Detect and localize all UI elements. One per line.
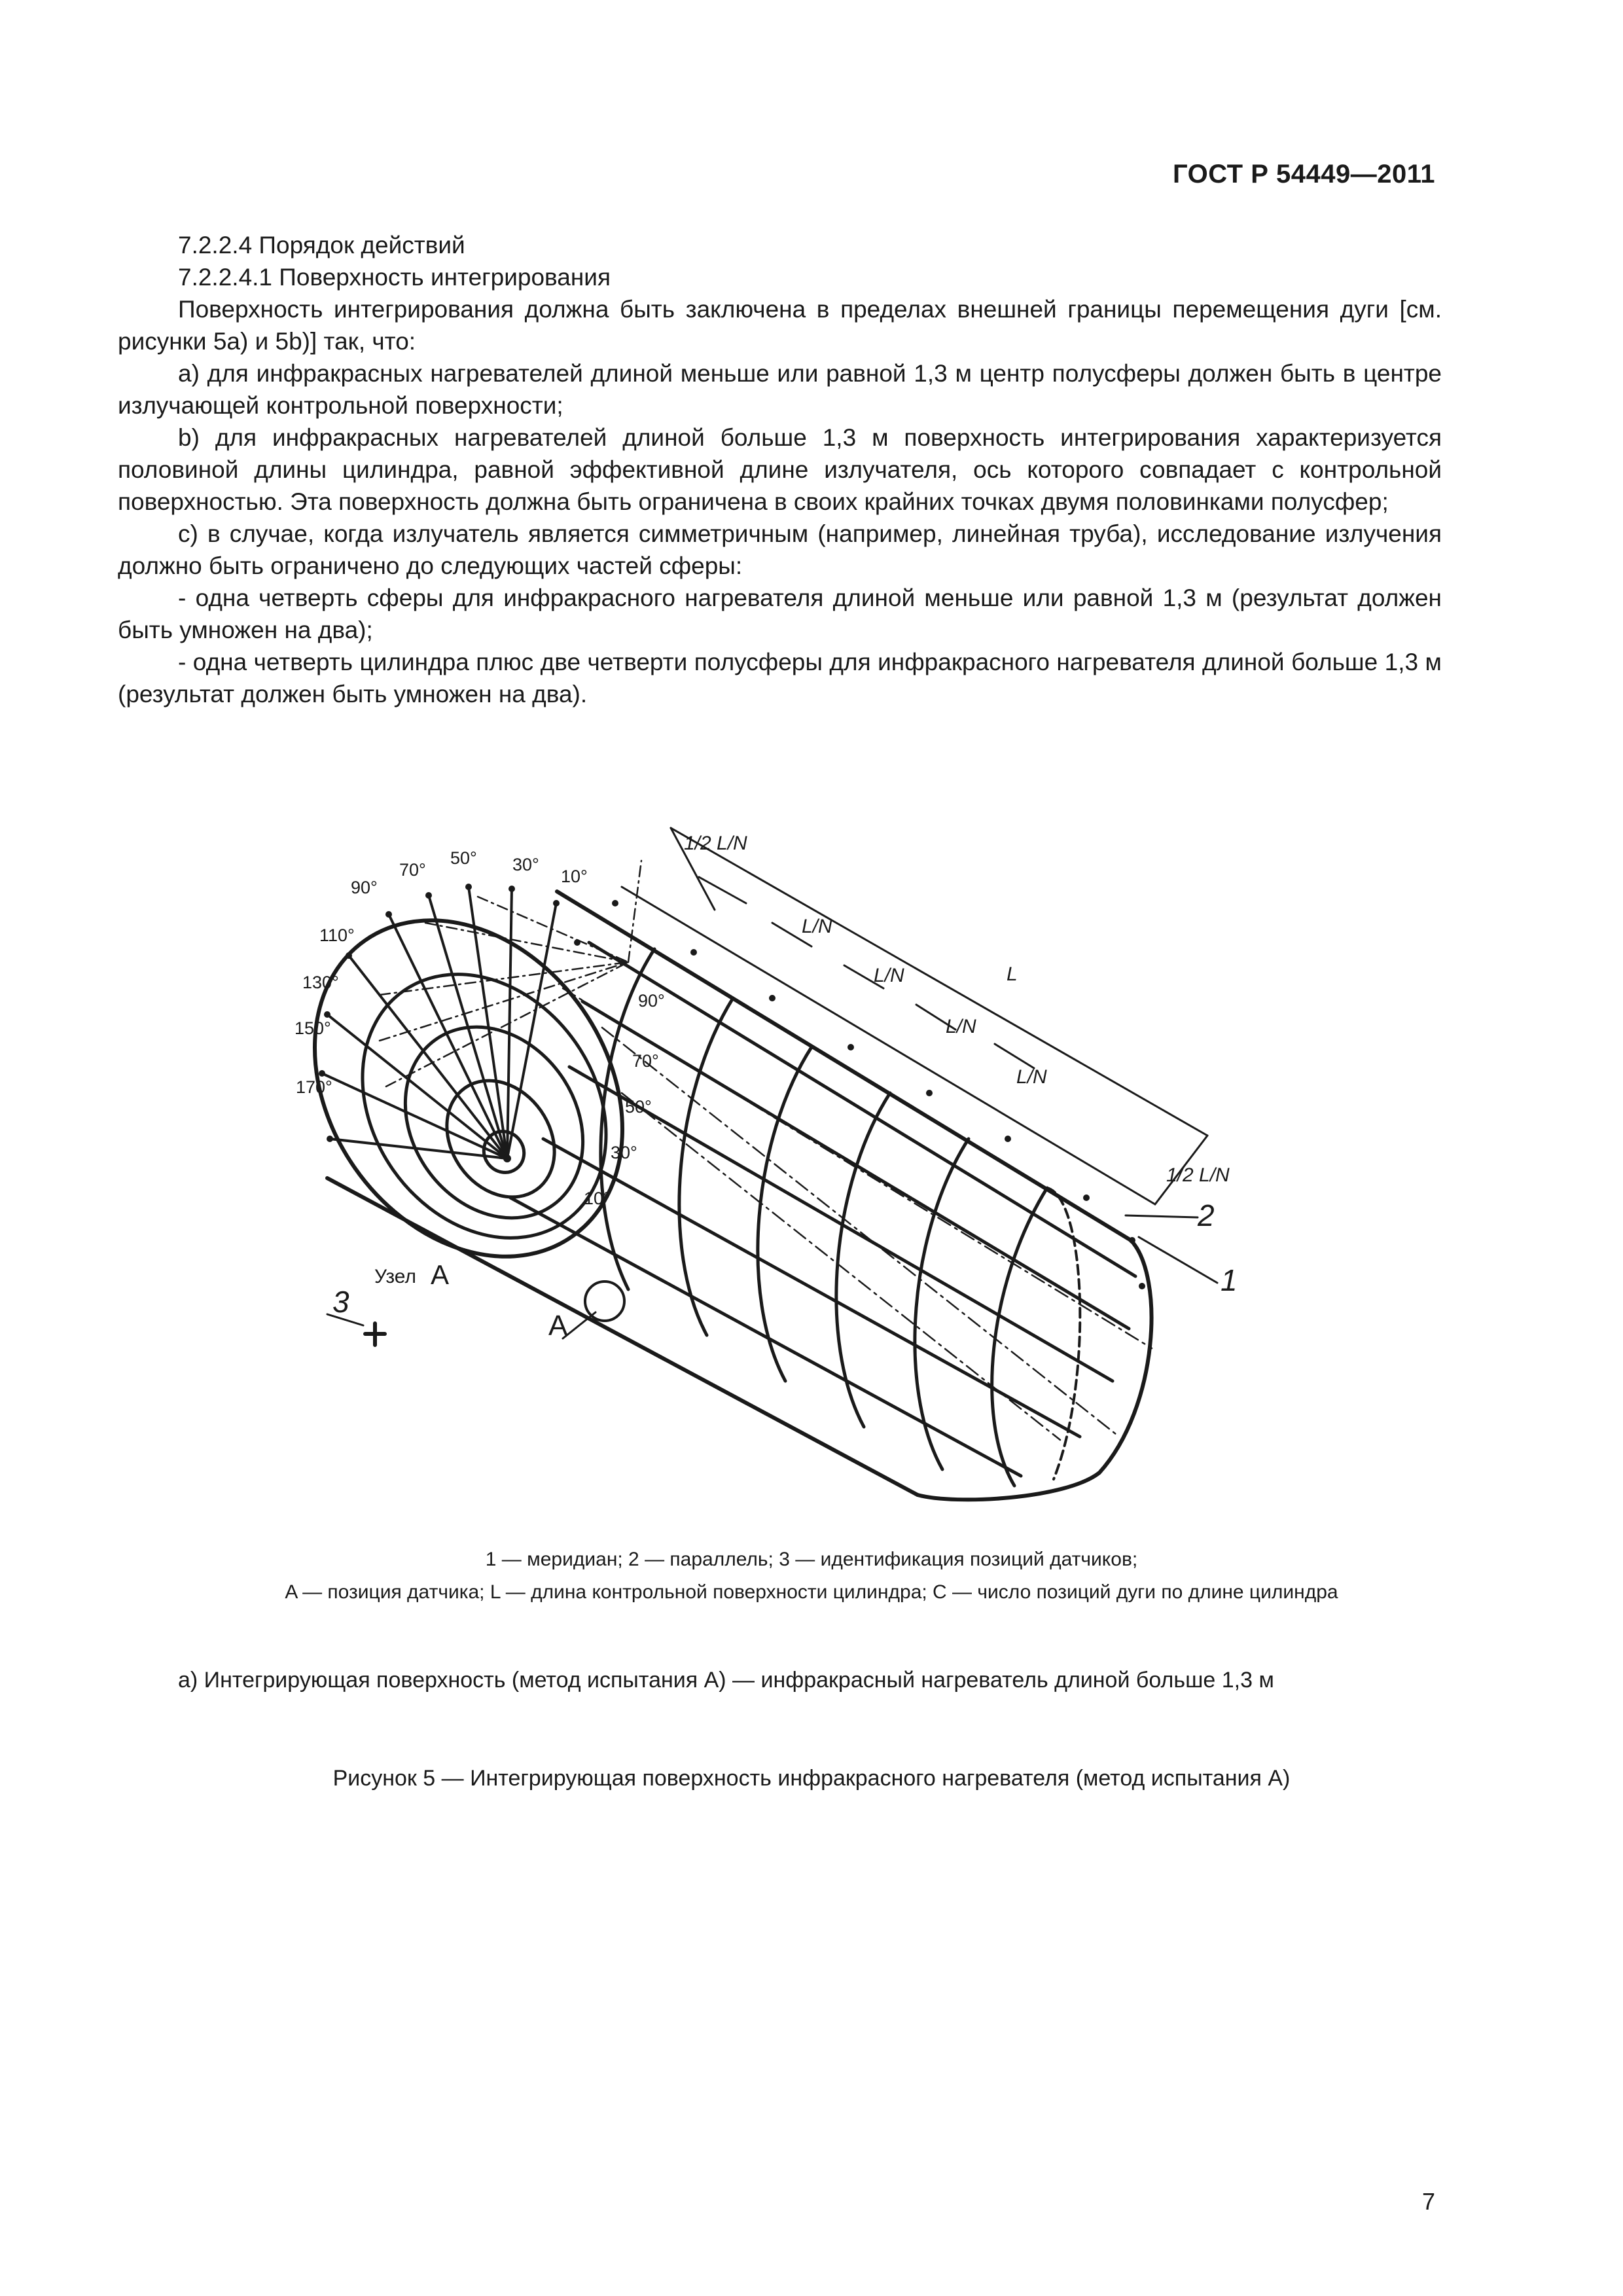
legend-line-2: A — позиция датчика; L — длина контрольной поверхности цилиндра; C — число позиций дуги по длине цилиндра [285, 1581, 1338, 1603]
paragraph-item-a: a) для инфракрасных нагревателей длиной меньше или равной 1,3 м центр полусферы должен быть в центре излучающей контрольной поверхности; [118, 360, 1442, 419]
paragraph-item-c: c) в случае, когда излучатель является симметричным (например, линейная труба), исследование излучения должно быть ограничено до следующих частей сферы: [118, 520, 1442, 579]
dimension-label-l-over-n: L/N [874, 965, 904, 986]
end-cap-meridians [322, 887, 556, 1158]
angle-label: 110° [319, 925, 355, 945]
cylinder-drawing [294, 831, 1296, 1512]
dimension-label-half-l-over-n-bottom: 1/2 L/N [1166, 1164, 1230, 1186]
angle-label: 150° [294, 1018, 331, 1038]
paragraph-dash-1: - одна четверть сферы для инфракрасного нагревателя длиной меньше или равной 1,3 м (результат должен быть умножен на два); [118, 584, 1442, 643]
dimension-label-l-over-n: L/N [1016, 1066, 1047, 1088]
callout-2: 2 [1198, 1198, 1215, 1232]
integration-surface-figure [294, 831, 1296, 1512]
subsection-heading: 7.2.2.4.1 Поверхность интегрирования [178, 264, 611, 291]
dimension-label-half-l-over-n-top: 1/2 L/N [684, 833, 747, 854]
parallel-label: 30° [611, 1143, 637, 1162]
legend-line-1: 1 — меридиан; 2 — параллель; 3 — идентификация позиций датчиков; [485, 1549, 1138, 1570]
angle-label: 130° [302, 973, 339, 992]
angle-label: 170° [296, 1077, 332, 1097]
parallel-label: 70° [632, 1051, 659, 1071]
node-label: Узел [374, 1266, 416, 1287]
dimension-label-l-over-n: L/N [802, 916, 832, 937]
body-text [118, 229, 1442, 710]
callout-A: A [548, 1310, 568, 1342]
leader-line-2 [1126, 1215, 1198, 1217]
figure-caption: Рисунок 5 — Интегрирующая поверхность инфракрасного нагревателя (метод испытания А) [332, 1766, 1291, 1791]
sensor-position-circle [585, 1282, 624, 1321]
paragraph-item-b: b) для инфракрасных нагревателей длиной больше 1,3 м поверхность интегрирования характеризуется половиной длины цилиндра, равной эффективной длине излучателя, ось которого совпадает с контрольной поверхностью. Эта поверхность должна быть ограничена в своих крайних точках двумя половинками полусфер; [118, 424, 1442, 515]
leader-line-1 [1139, 1237, 1217, 1283]
standard-number: ГОСТ Р 54449—2011 [1173, 160, 1435, 188]
parallel-label: 50° [625, 1097, 652, 1117]
section-heading: 7.2.2.4 Порядок действий [178, 232, 465, 259]
parallel-label: 10° [584, 1189, 611, 1208]
cylinder-parallels [601, 949, 1047, 1486]
angle-label: 90° [351, 878, 378, 897]
dimension-label-l-over-n: L/N [946, 1016, 976, 1037]
figure-legend [0, 1543, 1623, 1609]
paragraph-dash-2: - одна четверть цилиндра плюс две четверти полусферы для инфракрасного нагревателя длиной больше 1,3 м (результат должен быть умножен на два). [118, 649, 1442, 708]
callout-1: 1 [1221, 1263, 1238, 1297]
callout-3: 3 [332, 1285, 349, 1319]
parallel-label: 90° [638, 991, 665, 1011]
angle-label: 70° [399, 860, 426, 880]
angle-label: 50° [450, 848, 477, 868]
node-letter: A [431, 1259, 450, 1290]
cylinder-side-edge [327, 1178, 918, 1495]
figure-subcaption: а) Интегрирующая поверхность (метод испытания А) — инфракрасный нагреватель длиной больше 1,3 м [178, 1668, 1274, 1693]
dimension-label-l: L [1007, 963, 1018, 985]
paragraph-intro: Поверхность интегрирования должна быть заключена в пределах внешней границы перемещения дуги [см. рисунки 5а) и 5b)] так, что: [118, 296, 1442, 355]
page-number: 7 [1421, 2188, 1435, 2215]
angle-label: 30° [512, 855, 539, 874]
angle-label: 10° [561, 867, 588, 886]
